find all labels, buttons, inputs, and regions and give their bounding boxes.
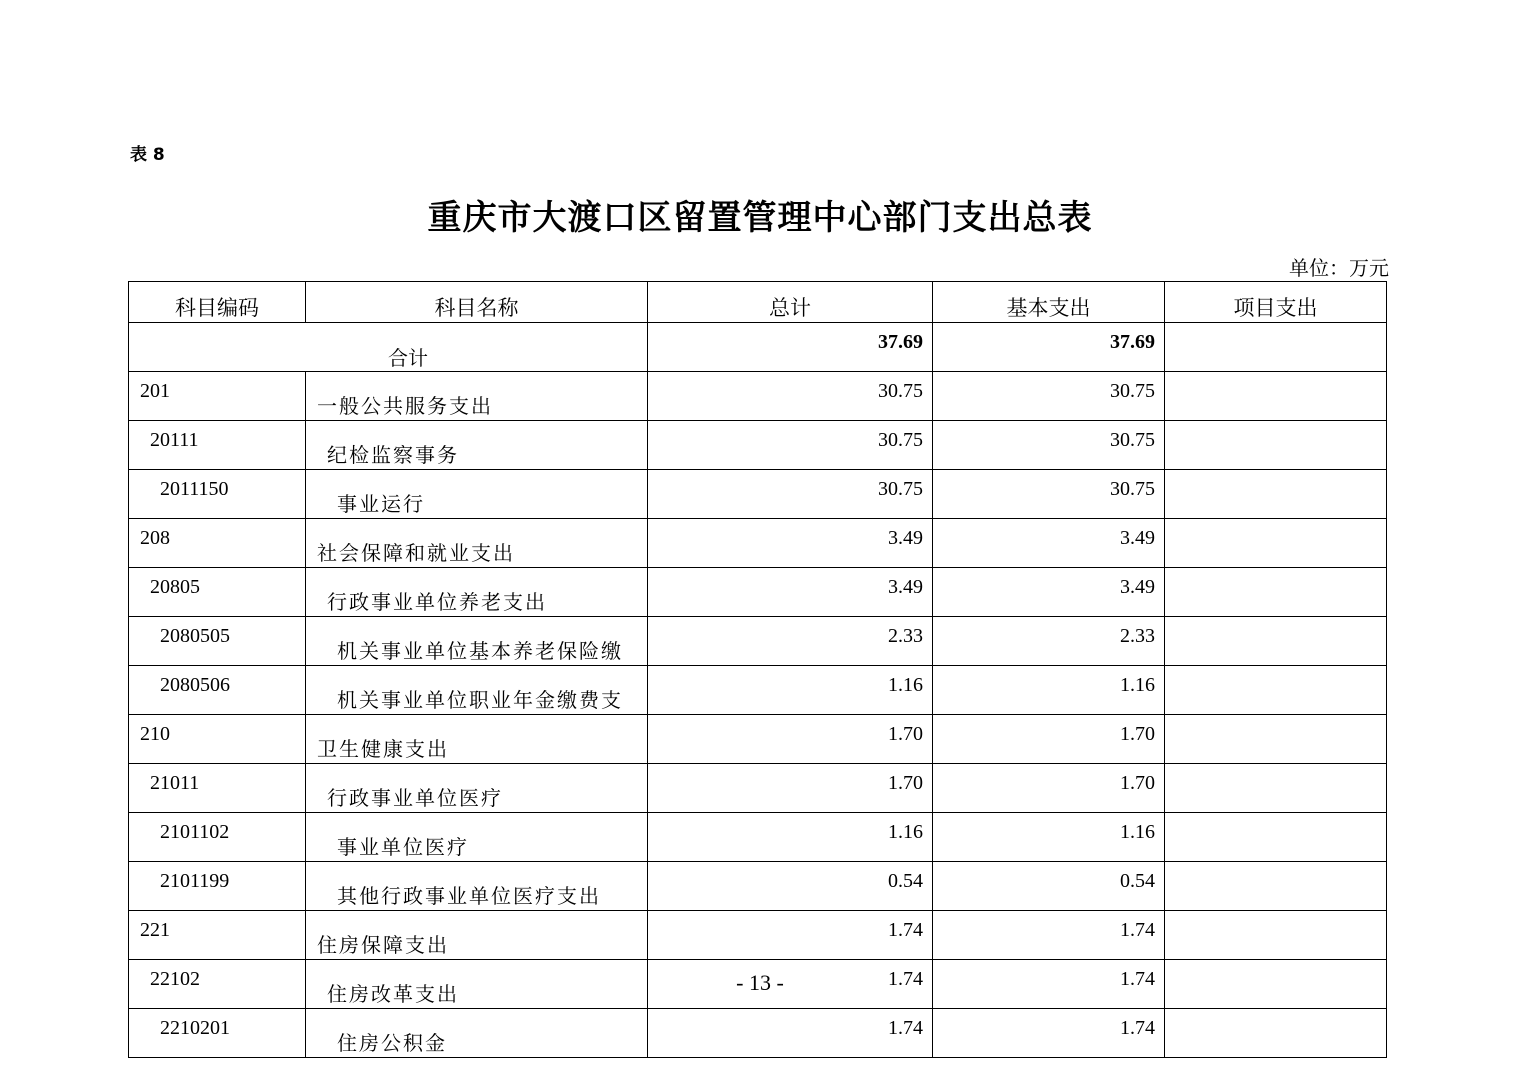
table-row <box>129 421 1387 470</box>
table-row <box>129 764 1387 813</box>
subject-code-cell: 20805 <box>129 568 306 617</box>
table-number-label: 表 8 <box>130 145 165 165</box>
table-row <box>129 1009 1387 1058</box>
subject-name-text: 住房改革支出 <box>327 982 459 1006</box>
table-row <box>129 862 1387 911</box>
total-cell: 1.74 <box>648 960 933 1009</box>
basic-expenditure-cell: 1.74 <box>933 1009 1165 1058</box>
subject-name-text: 卫生健康支出 <box>317 737 449 761</box>
subject-code-cell: 2101199 <box>129 862 306 911</box>
project-expenditure-cell <box>1165 519 1387 568</box>
subject-code-cell: 210 <box>129 715 306 764</box>
project-expenditure-cell <box>1165 421 1387 470</box>
project-expenditure-cell <box>1165 764 1387 813</box>
subject-code-cell: 221 <box>129 911 306 960</box>
subject-name-cell <box>306 372 648 421</box>
basic-expenditure-cell: 1.16 <box>933 666 1165 715</box>
subject-code-cell: 2080505 <box>129 617 306 666</box>
basic-expenditure-cell: 1.74 <box>933 911 1165 960</box>
total-cell: 30.75 <box>648 470 933 519</box>
subject-name-text: 机关事业单位基本养老保险缴 <box>337 639 623 663</box>
project-expenditure-cell <box>1165 862 1387 911</box>
subject-name-cell <box>306 519 648 568</box>
subject-name-cell <box>306 862 648 911</box>
header-subject-code: 科目编码 <box>129 282 306 323</box>
total-cell: 1.16 <box>648 813 933 862</box>
subject-code-cell: 21011 <box>129 764 306 813</box>
table-row <box>129 911 1387 960</box>
total-cell: 0.54 <box>648 862 933 911</box>
table-row <box>129 372 1387 421</box>
total-row <box>129 323 1387 372</box>
total-cell: 30.75 <box>648 421 933 470</box>
total-cell: 1.16 <box>648 666 933 715</box>
total-cell: 3.49 <box>648 519 933 568</box>
project-expenditure-cell <box>1165 568 1387 617</box>
subject-code-cell: 2210201 <box>129 1009 306 1058</box>
basic-expenditure-cell: 0.54 <box>933 862 1165 911</box>
subject-name-text: 纪检监察事务 <box>327 443 459 467</box>
subject-code-cell: 2080506 <box>129 666 306 715</box>
subject-name-cell <box>306 764 648 813</box>
header-project-expenditure: 项目支出 <box>1165 282 1387 323</box>
basic-expenditure-cell: 2.33 <box>933 617 1165 666</box>
subject-name-text: 其他行政事业单位医疗支出 <box>337 884 601 908</box>
subject-name-text: 机关事业单位职业年金缴费支 <box>337 688 623 712</box>
project-expenditure-cell <box>1165 372 1387 421</box>
basic-expenditure-cell: 3.49 <box>933 568 1165 617</box>
subject-name-cell <box>306 666 648 715</box>
project-expenditure-cell <box>1165 813 1387 862</box>
total-cell: 2.33 <box>648 617 933 666</box>
subject-name-cell <box>306 568 648 617</box>
table-row <box>129 568 1387 617</box>
subject-name-cell <box>306 421 648 470</box>
subject-name-cell <box>306 813 648 862</box>
basic-expenditure-cell: 1.70 <box>933 764 1165 813</box>
project-expenditure-cell <box>1165 617 1387 666</box>
basic-expenditure-cell: 30.75 <box>933 470 1165 519</box>
subject-code-cell: 208 <box>129 519 306 568</box>
basic-expenditure-cell: 3.49 <box>933 519 1165 568</box>
header-basic-expenditure: 基本支出 <box>933 282 1165 323</box>
header-subject-name: 科目名称 <box>306 282 648 323</box>
page-number: - 13 - <box>736 970 784 995</box>
project-expenditure-cell <box>1165 715 1387 764</box>
subject-code-cell: 201 <box>129 372 306 421</box>
subject-name-cell <box>306 617 648 666</box>
total-cell: 3.49 <box>648 568 933 617</box>
basic-expenditure-cell: 1.70 <box>933 715 1165 764</box>
table-row <box>129 715 1387 764</box>
expenditure-table <box>128 281 1387 1058</box>
table-row <box>129 470 1387 519</box>
table-row <box>129 617 1387 666</box>
subject-name-text: 行政事业单位医疗 <box>327 786 503 810</box>
subject-code-cell: 20111 <box>129 421 306 470</box>
subject-name-text: 住房公积金 <box>337 1031 447 1055</box>
table-row <box>129 813 1387 862</box>
subject-code-cell: 22102 <box>129 960 306 1009</box>
basic-expenditure-cell: 1.74 <box>933 960 1165 1009</box>
total-cell: 30.75 <box>648 372 933 421</box>
subject-name-text: 事业运行 <box>337 492 425 516</box>
subject-name-cell <box>306 1009 648 1058</box>
subject-name-text: 行政事业单位养老支出 <box>327 590 547 614</box>
subject-code-cell: 2011150 <box>129 470 306 519</box>
subject-name-text: 社会保障和就业支出 <box>317 541 515 565</box>
total-row-basic: 37.69 <box>933 323 1165 372</box>
subject-code-cell: 2101102 <box>129 813 306 862</box>
project-expenditure-cell <box>1165 470 1387 519</box>
total-row-label: 合计 <box>129 323 648 372</box>
project-expenditure-cell <box>1165 1009 1387 1058</box>
page-title: 重庆市大渡口区留置管理中心部门支出总表 <box>427 198 1093 238</box>
table-row <box>129 666 1387 715</box>
subject-name-cell <box>306 911 648 960</box>
subject-name-cell <box>306 715 648 764</box>
table-row <box>129 519 1387 568</box>
basic-expenditure-cell: 30.75 <box>933 421 1165 470</box>
total-row-project <box>1165 323 1387 372</box>
total-cell: 1.70 <box>648 764 933 813</box>
table-header-row <box>129 282 1387 323</box>
basic-expenditure-cell: 1.16 <box>933 813 1165 862</box>
total-cell: 1.74 <box>648 1009 933 1058</box>
total-cell: 1.70 <box>648 715 933 764</box>
subject-name-cell <box>306 470 648 519</box>
basic-expenditure-cell: 30.75 <box>933 372 1165 421</box>
subject-name-text: 一般公共服务支出 <box>317 394 493 418</box>
project-expenditure-cell <box>1165 666 1387 715</box>
header-total: 总计 <box>648 282 933 323</box>
total-row-total: 37.69 <box>648 323 933 372</box>
subject-name-text: 住房保障支出 <box>317 933 449 957</box>
unit-label: 单位：万元 <box>1289 256 1389 280</box>
total-cell: 1.74 <box>648 911 933 960</box>
project-expenditure-cell <box>1165 911 1387 960</box>
subject-name-text: 事业单位医疗 <box>337 835 469 859</box>
